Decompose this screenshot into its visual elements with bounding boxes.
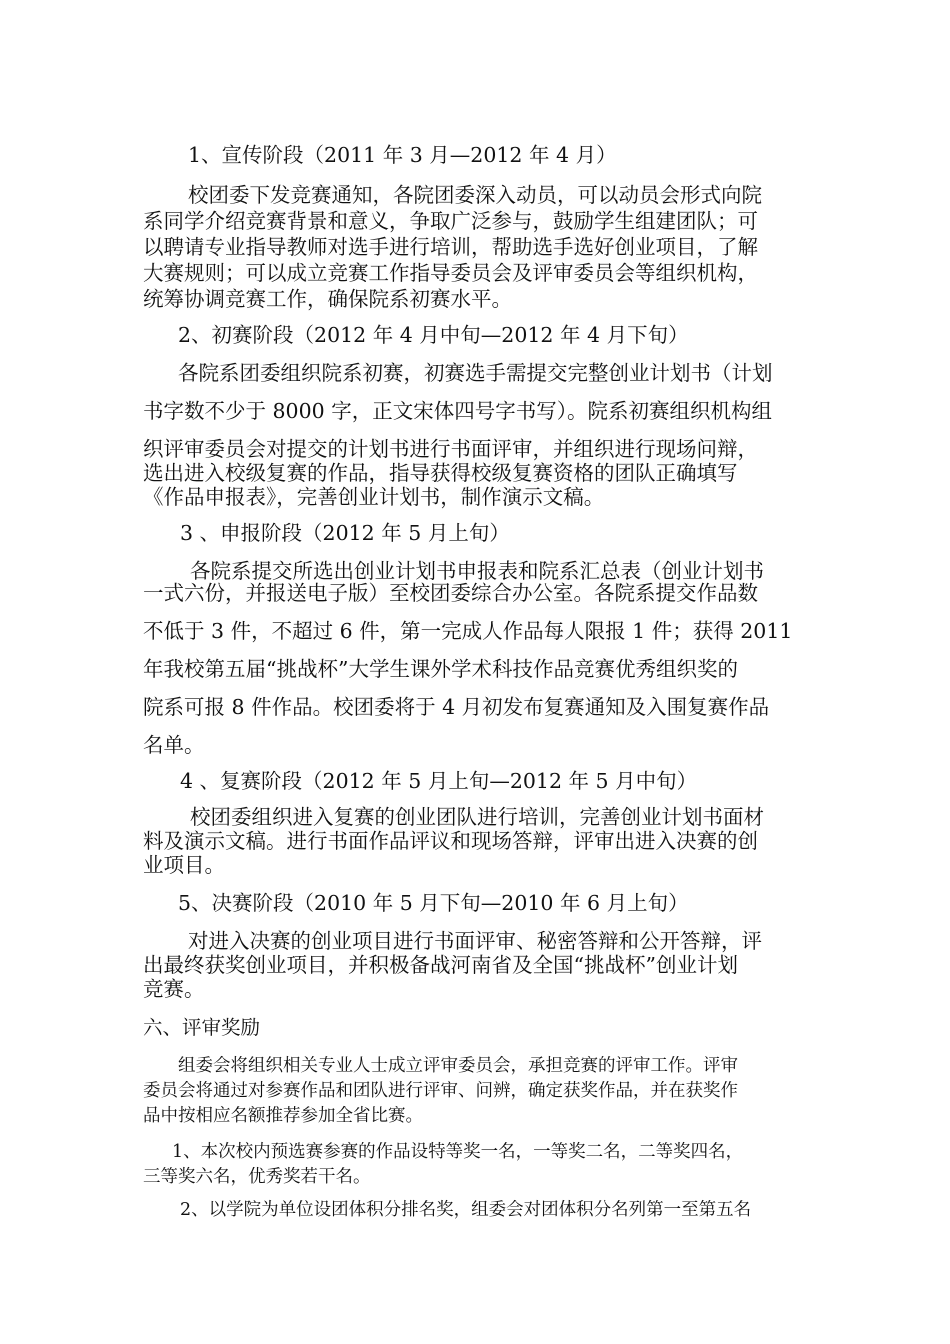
paragraph-line: 委员会将通过对参赛作品和团队进行评审、问辨，确定获奖作品，并在获奖作 <box>143 1081 738 1101</box>
paragraph-line: 年我校第五届“挑战杯”大学生课外学术科技作品竞赛优秀组织奖的 <box>143 657 738 681</box>
paragraph-line: 大赛规则；可以成立竞赛工作指导委员会及评审委员会等组织机构， <box>143 261 758 285</box>
paragraph-line: 各院系团委组织院系初赛，初赛选手需提交完整创业计划书（计划 <box>178 361 773 385</box>
award-item-line: 1、本次校内预选赛参赛的作品设特等奖一名，一等奖二名，二等奖四名， <box>172 1142 744 1162</box>
paragraph-line: 统筹协调竞赛工作，确保院系初赛水平。 <box>143 287 512 311</box>
paragraph-line: 不低于 3 件，不超过 6 件，第一完成人作品每人限报 1 件；获得 2011 <box>143 619 793 643</box>
paragraph-line: 出最终获奖创业项目，并积极备战河南省及全国“挑战杯”创业计划 <box>143 953 738 977</box>
section-heading-preliminary: 2、初赛阶段（2012 年 4 月中旬—2012 年 4 月下旬） <box>178 323 689 347</box>
paragraph-line: 竞赛。 <box>143 977 205 1001</box>
paragraph-line: 系同学介绍竞赛背景和意义，争取广泛参与，鼓励学生组建团队；可 <box>143 209 758 233</box>
paragraph-line: 校团委组织进入复赛的创业团队进行培训，完善创业计划书面材 <box>190 805 764 829</box>
paragraph-line: 一式六份，并报送电子版）至校团委综合办公室。各院系提交作品数 <box>143 581 758 605</box>
section-heading-awards: 六、评审奖励 <box>143 1016 261 1039</box>
paragraph-line: 选出进入校级复赛的作品，指导获得校级复赛资格的团队正确填写 <box>143 461 738 485</box>
award-item-line: 2、以学院为单位设团体积分排名奖，组委会对团体积分名列第一至第五名 <box>180 1200 752 1220</box>
paragraph-line: 对进入决赛的创业项目进行书面评审、秘密答辩和公开答辩，评 <box>188 929 762 953</box>
paragraph-line: 组委会将组织相关专业人士成立评审委员会，承担竞赛的评审工作。评审 <box>178 1056 738 1076</box>
section-heading-semifinal: 4 、复赛阶段（2012 年 5 月上旬—2012 年 5 月中旬） <box>180 769 698 793</box>
award-item-line: 三等奖六名，优秀奖若干名。 <box>143 1167 371 1187</box>
paragraph-line: 《作品申报表》，完善创业计划书，制作演示文稿。 <box>143 485 605 509</box>
section-heading-publicity: 1、宣传阶段（2011 年 3 月—2012 年 4 月） <box>188 143 617 167</box>
paragraph-line: 校团委下发竞赛通知，各院团委深入动员，可以动员会形式向院 <box>188 183 762 207</box>
paragraph-line: 各院系提交所选出创业计划书申报表和院系汇总表（创业计划书 <box>190 559 764 583</box>
paragraph-line: 院系可报 8 件作品。校团委将于 4 月初发布复赛通知及入围复赛作品 <box>143 695 770 719</box>
paragraph-line: 以聘请专业指导教师对选手进行培训，帮助选手选好创业项目，了解 <box>143 235 758 259</box>
paragraph-line: 名单。 <box>143 733 205 757</box>
paragraph-line: 品中按相应名额推荐参加全省比赛。 <box>143 1106 423 1126</box>
section-heading-application: 3 、申报阶段（2012 年 5 月上旬） <box>180 521 510 545</box>
paragraph-line: 织评审委员会对提交的计划书进行书面评审，并组织进行现场问辩， <box>143 437 758 461</box>
section-heading-final: 5、决赛阶段（2010 年 5 月下旬—2010 年 6 月上旬） <box>178 891 689 915</box>
paragraph-line: 业项目。 <box>143 853 225 877</box>
paragraph-line: 料及演示文稿。进行书面作品评议和现场答辩，评审出进入决赛的创 <box>143 829 758 853</box>
paragraph-line: 书字数不少于 8000 字，正文宋体四号字书写）。院系初赛组织机构组 <box>143 399 772 423</box>
